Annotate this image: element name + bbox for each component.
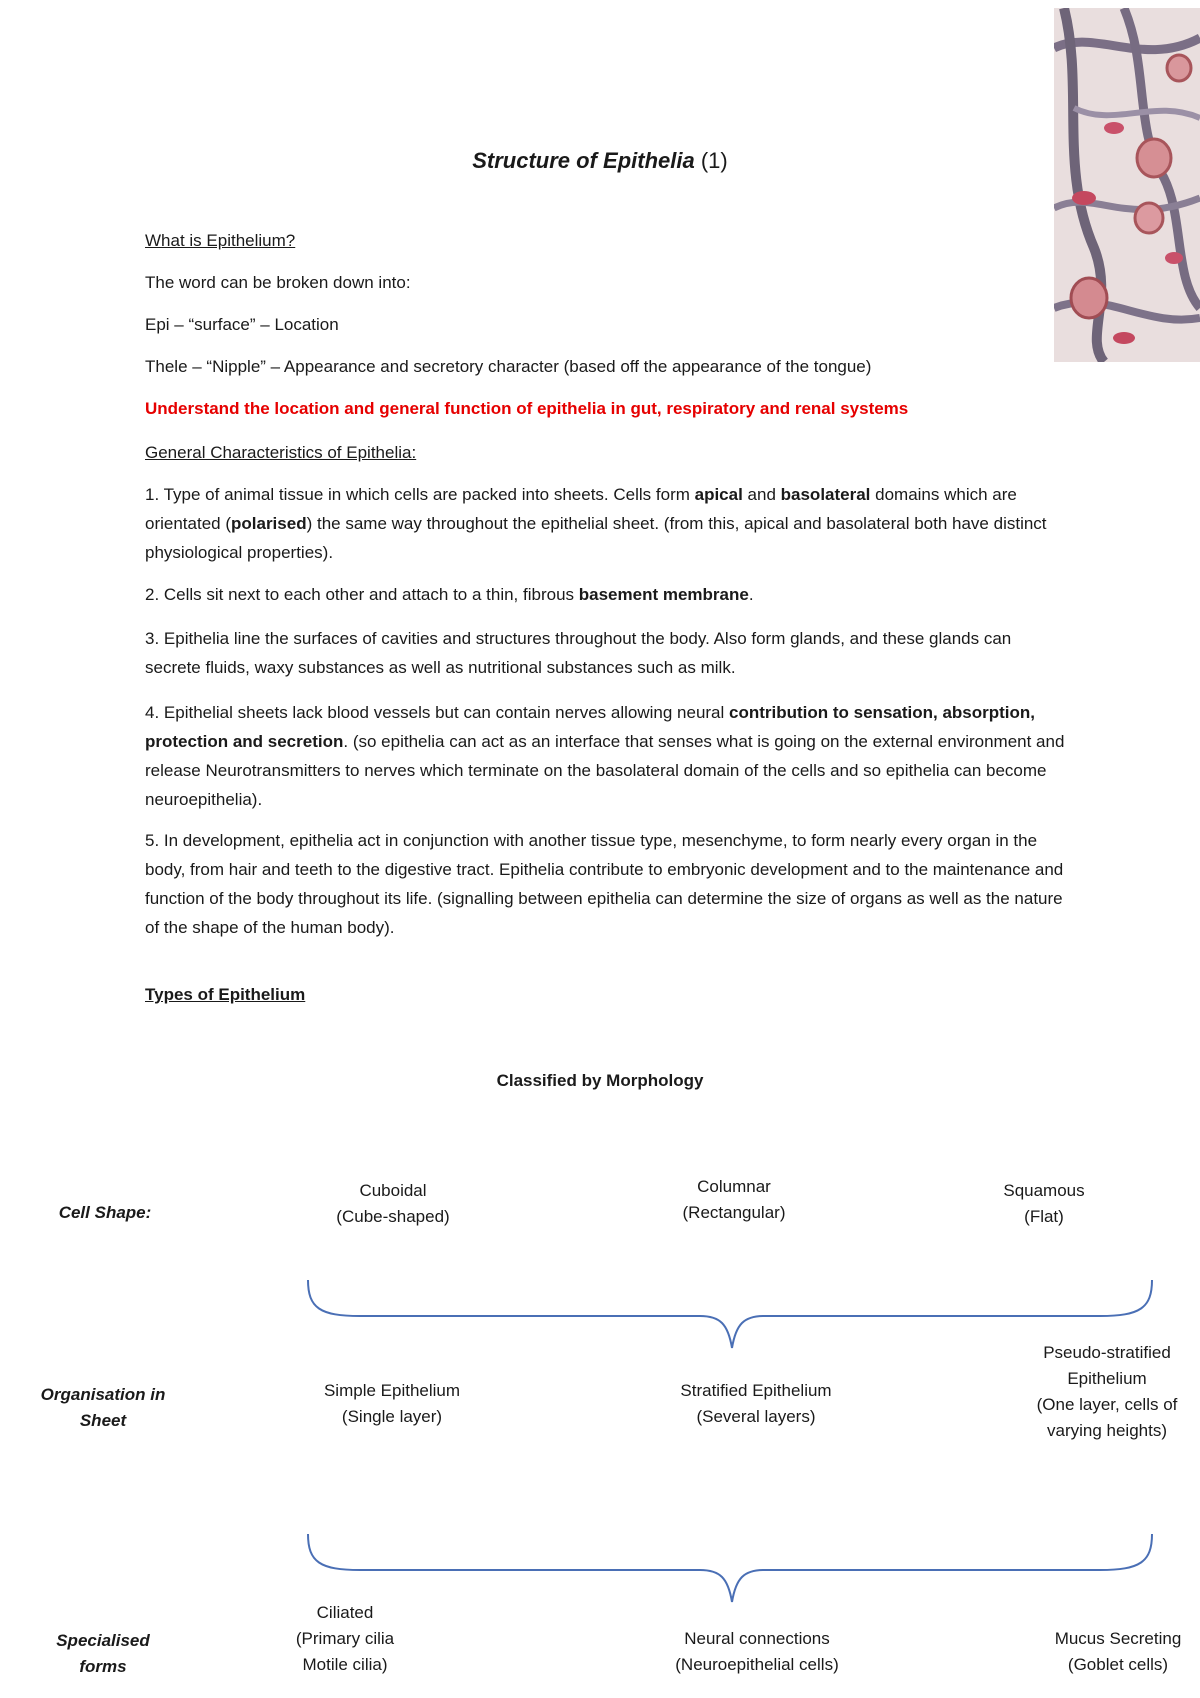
cell-simple-epithelium: Simple Epithelium (Single layer) xyxy=(323,1381,461,1426)
highlight-note: Understand the location and general function of epithelia in gut, respiratory and renal systems xyxy=(145,399,909,418)
epi-line: Epi – “surface” – Location xyxy=(145,315,339,334)
types-heading: Types of Epithelium xyxy=(145,985,306,1004)
classified-label: Classified by Morphology xyxy=(496,1071,704,1090)
characteristic-3: 3. Epithelia line the surfaces of cavities and structures throughout the body. Also form glands, and these glands can secrete fluids, waxy substances as well as nutritional substances such as milk. xyxy=(145,629,1012,677)
cell-neural-connections: Neural connections (Neuroepithelial cells) xyxy=(675,1629,839,1674)
cell-ciliated: Ciliated (Primary cilia Motile cilia) xyxy=(295,1603,395,1674)
cell-columnar: Columnar (Rectangular) xyxy=(682,1177,786,1222)
characteristic-2: 2. Cells sit next to each other and attach to a thin, fibrous basement membrane. xyxy=(145,585,754,604)
row-label-cell-shape: Cell Shape: xyxy=(58,1203,152,1222)
general-heading: General Characteristics of Epithelia: xyxy=(145,443,417,462)
cell-stratified-epithelium: Stratified Epithelium (Several layers) xyxy=(680,1381,832,1426)
histology-micrograph xyxy=(1054,8,1200,362)
cell-pseudo-stratified: Pseudo-stratified Epithelium (One layer, cells of varying heights) xyxy=(1036,1343,1178,1440)
cell-mucus-secreting: Mucus Secreting (Goblet cells) xyxy=(1054,1629,1182,1674)
row-label-organisation: Organisation in Sheet xyxy=(40,1385,166,1430)
characteristic-5: 5. In development, epithelia act in conjunction with another tissue type, mesenchyme, to form nearly every organ in the body, from hair and teeth to the digestive tract. Epithelia contribute to embryonic development and to the maintenance and function of the body throughout its life. (signalling between epithelia can determine the size of organs as well as the nature of the shape of the human body). xyxy=(145,831,1064,937)
page-title: Structure of Epithelia (1) xyxy=(472,148,728,173)
cell-squamous: Squamous (Flat) xyxy=(1003,1181,1085,1226)
row-label-specialised: Specialised forms xyxy=(56,1631,150,1676)
thele-line: Thele – “Nipple” – Appearance and secretory character (based off the appearance of the tongue) xyxy=(145,357,872,376)
broken-down-line: The word can be broken down into: xyxy=(145,273,411,292)
what-heading: What is Epithelium? xyxy=(145,231,296,250)
cell-cuboidal: Cuboidal (Cube-shaped) xyxy=(336,1181,450,1226)
characteristic-4: 4. Epithelial sheets lack blood vessels but can contain nerves allowing neural contribution to sensation, absorption, protection and secretion. (so epithelia can act as an interface that senses what is going on the external environment and release Neurotransmitters to nerves which terminate on the basolateral domain of the cells and so epithelia can become neuroepithelia). xyxy=(145,703,1065,809)
characteristic-1: 1. Type of animal tissue in which cells are packed into sheets. Cells form apical and basolateral domains which are orientated (polarised) the same way throughout the epithelial sheet. (from this, apical and basolateral both have distinct physiological properties). xyxy=(145,485,1047,562)
